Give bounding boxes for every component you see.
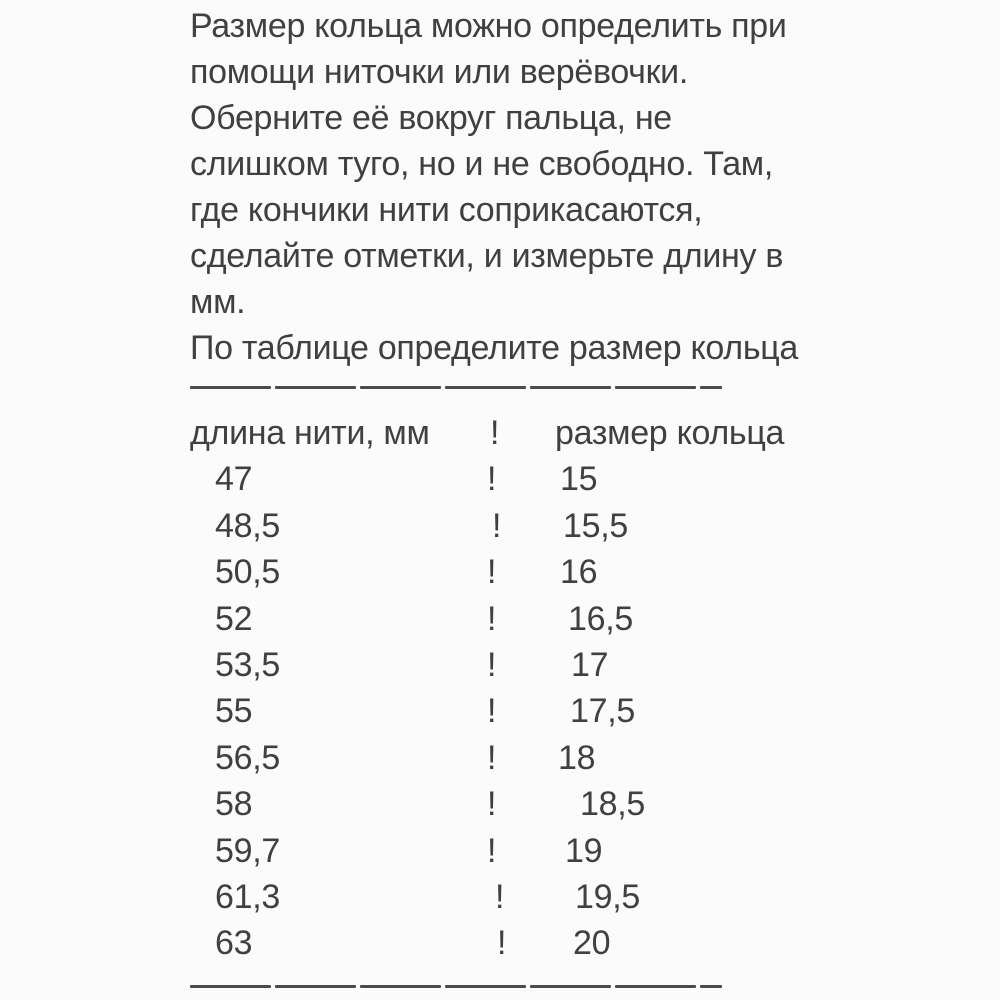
ring-size-value: 17	[571, 645, 609, 684]
column-separator: !	[490, 414, 500, 452]
ring-size-value: 15,5	[563, 506, 628, 545]
intro-line: мм.	[190, 283, 246, 321]
thread-length-value: 48,5	[215, 506, 280, 545]
ring-size-table	[190, 410, 830, 967]
thread-length-value: 55	[215, 692, 253, 731]
column-separator: !	[487, 553, 497, 592]
ring-size-value: 19,5	[575, 877, 640, 916]
column-separator: !	[487, 831, 497, 870]
table-row	[190, 688, 830, 734]
divider-segment	[190, 985, 271, 988]
ring-size-value: 16,5	[568, 599, 633, 638]
table-row	[190, 735, 830, 781]
ring-size-value: 18,5	[580, 785, 645, 824]
thread-length-value: 56,5	[215, 738, 280, 777]
divider-segment	[360, 985, 441, 988]
ring-size-value: 17,5	[570, 692, 635, 731]
intro-line: По таблице определите размер кольца	[190, 329, 799, 367]
table-row	[190, 874, 830, 920]
table-row	[190, 828, 830, 874]
thread-length-value: 52	[215, 599, 253, 638]
table-row	[190, 549, 830, 595]
column-separator: !	[497, 924, 507, 963]
column-separator: !	[492, 506, 502, 545]
table-header-row	[190, 410, 830, 456]
thread-length-value: 58	[215, 785, 253, 824]
thread-length-value: 50,5	[215, 553, 280, 592]
divider-segment	[445, 985, 526, 988]
thread-length-value: 59,7	[215, 831, 280, 870]
divider-segment	[360, 386, 441, 389]
column-header-thread-length: длина нити, мм	[190, 414, 430, 452]
intro-text	[190, 3, 798, 371]
intro-line: сделайте отметки, и измерьте длину в	[190, 237, 784, 275]
intro-line: где кончики нити соприкасаются,	[190, 191, 703, 229]
ring-size-value: 18	[558, 738, 596, 777]
intro-line: Размер кольца можно определить при	[190, 7, 787, 45]
ring-size-value: 15	[560, 460, 598, 499]
ring-size-value: 16	[560, 553, 598, 592]
ring-size-value: 19	[565, 831, 603, 870]
ring-size-value: 20	[573, 924, 611, 963]
column-separator: !	[487, 692, 497, 731]
divider-segment	[700, 985, 722, 988]
table-row	[190, 642, 830, 688]
column-separator: !	[487, 599, 497, 638]
column-separator: !	[487, 738, 497, 777]
table-row	[190, 456, 830, 502]
divider-segment	[275, 985, 356, 988]
divider-segment	[530, 386, 611, 389]
divider-segment	[190, 386, 271, 389]
divider-line-bottom	[190, 985, 722, 988]
column-header-ring-size: размер кольца	[555, 414, 785, 452]
thread-length-value: 47	[215, 460, 253, 499]
column-separator: !	[487, 785, 497, 824]
divider-segment	[615, 985, 696, 988]
divider-segment	[445, 386, 526, 389]
divider-segment	[530, 985, 611, 988]
divider-segment	[275, 386, 356, 389]
intro-line: слишком туго, но и не свободно. Там,	[190, 145, 774, 183]
column-separator: !	[495, 877, 505, 916]
intro-line: помощи ниточки или верёвочки.	[190, 53, 689, 91]
table-row	[190, 596, 830, 642]
column-separator: !	[487, 460, 497, 499]
table-row	[190, 781, 830, 827]
thread-length-value: 53,5	[215, 645, 280, 684]
thread-length-value: 61,3	[215, 877, 280, 916]
column-separator: !	[487, 645, 497, 684]
table-row	[190, 920, 830, 966]
intro-line: Оберните её вокруг пальца, не	[190, 99, 672, 137]
divider-line-top	[190, 386, 722, 389]
divider-segment	[615, 386, 696, 389]
thread-length-value: 63	[215, 924, 253, 963]
divider-segment	[700, 386, 722, 389]
table-row	[190, 503, 830, 549]
